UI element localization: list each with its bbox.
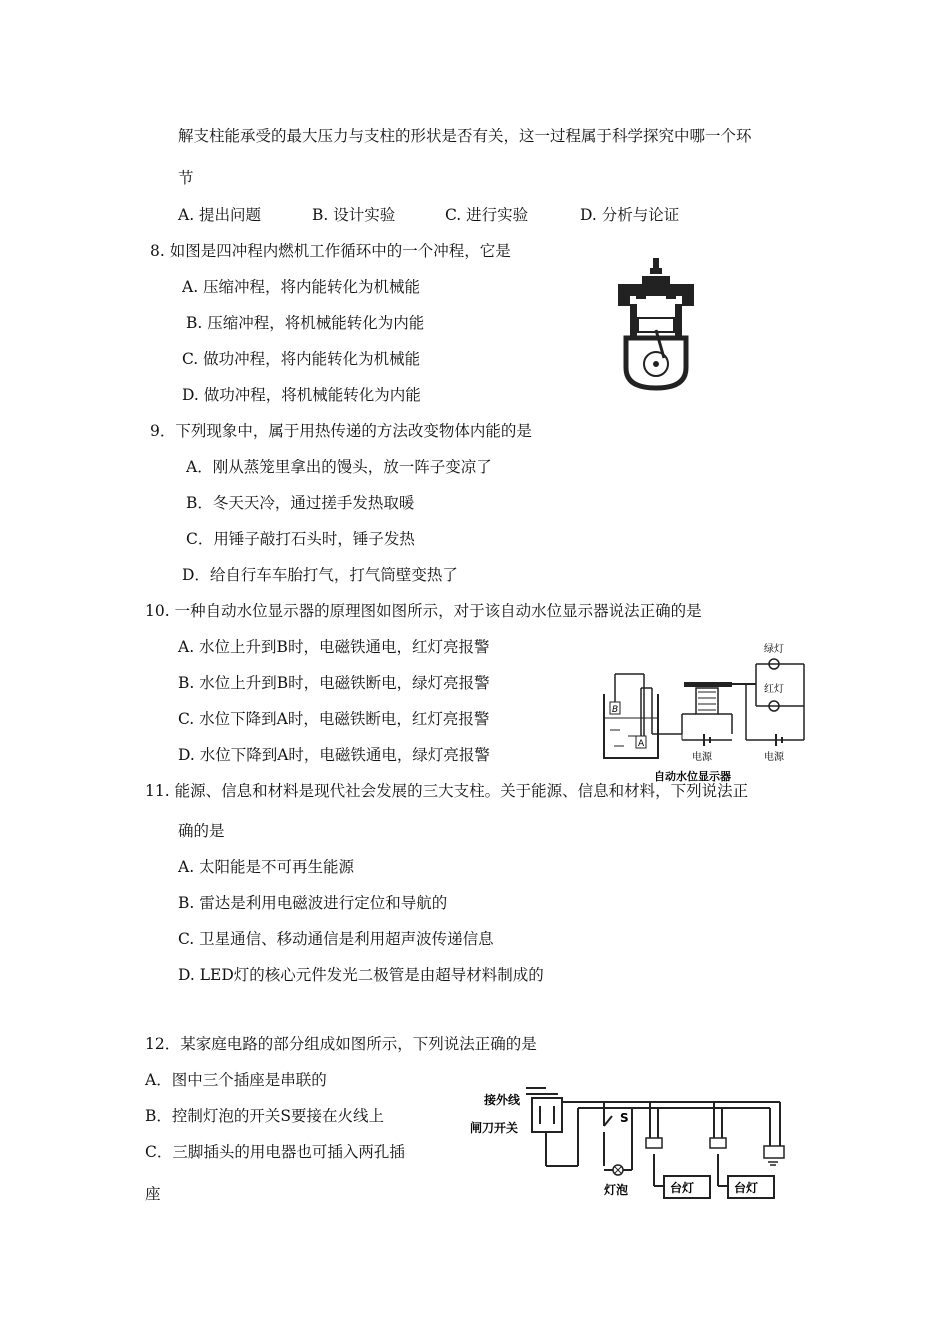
q12-option-c-cont: 座	[145, 1185, 161, 1203]
q9-option-a: A．刚从蒸笼里拿出的馒头，放一阵子变凉了	[186, 458, 492, 476]
household-circuit-figure	[466, 1076, 802, 1206]
q7-option-c: C. 进行实验	[445, 206, 529, 224]
knife-switch-label: 闸刀开关	[470, 1121, 519, 1135]
q7-option-a: A. 提出问题	[178, 206, 262, 224]
q12-option-a: A．图中三个插座是串联的	[145, 1071, 327, 1089]
q8-option-a: A. 压缩冲程，将内能转化为机械能	[182, 278, 421, 296]
q8-option-b: B. 压缩冲程，将机械能转化为内能	[186, 314, 425, 332]
water-level-indicator-figure	[596, 636, 814, 786]
figure-caption: 自动水位显示器	[654, 770, 731, 783]
green-lamp-label: 绿灯	[764, 644, 784, 655]
q12-option-c: C．三脚插头的用电器也可插入两孔插	[145, 1143, 405, 1161]
mains-label: 接外线	[484, 1093, 521, 1107]
switch-s-label: S	[620, 1111, 629, 1125]
q11-option-d: D. LED灯的核心元件发光二极管是由超导材料制成的	[178, 966, 544, 984]
lamp2-label: 台灯	[734, 1181, 759, 1195]
red-lamp-label: 红灯	[764, 684, 784, 695]
q10-option-b: B. 水位上升到B时，电磁铁断电，绿灯亮报警	[178, 674, 490, 692]
q11-line2: 确的是	[178, 822, 225, 840]
q10-option-a: A. 水位上升到B时，电磁铁通电，红灯亮报警	[178, 638, 490, 656]
q11-line1: 11. 能源、信息和材料是现代社会发展的三大支柱。关于能源、信息和材料，下列说法正	[145, 782, 749, 800]
lamp1-label: 台灯	[670, 1181, 695, 1195]
electrode-b-label: B	[612, 705, 619, 715]
q7-line1: 解支柱能承受的最大压力与支柱的形状是否有关，这一过程属于科学探究中哪一个环	[178, 127, 752, 145]
bulb-label: 灯泡	[604, 1183, 629, 1197]
power-label-1: 电源	[692, 752, 712, 763]
q7-option-b: B. 设计实验	[312, 206, 396, 224]
q8-option-d: D. 做功冲程，将机械能转化为内能	[182, 386, 421, 404]
q9-option-c: C．用锤子敲打石头时，锤子发热	[186, 530, 415, 548]
q8-option-c: C. 做功冲程，将内能转化为机械能	[182, 350, 421, 368]
q9-stem: 9．下列现象中，属于用热传递的方法改变物体内能的是	[150, 422, 532, 440]
power-label-2: 电源	[764, 752, 784, 763]
q10-stem: 10. 一种自动水位显示器的原理图如图所示，对于该自动水位显示器说法正确的是	[145, 602, 702, 620]
q10-option-d: D. 水位下降到A时，电磁铁通电，绿灯亮报警	[178, 746, 490, 764]
electrode-a-label: A	[638, 739, 645, 749]
q11-option-b: B. 雷达是利用电磁波进行定位和导航的	[178, 894, 448, 912]
q12-option-b: B．控制灯泡的开关S要接在火线上	[145, 1107, 385, 1125]
q7-option-d: D. 分析与论证	[580, 206, 680, 224]
q10-option-c: C. 水位下降到A时，电磁铁断电，红灯亮报警	[178, 710, 490, 728]
q12-stem: 12．某家庭电路的部分组成如图所示，下列说法正确的是	[145, 1035, 537, 1053]
q9-option-d: D．给自行车车胎打气，打气筒壁变热了	[182, 566, 458, 584]
q8-stem: 8. 如图是四冲程内燃机工作循环中的一个冲程，它是	[150, 242, 511, 260]
q11-option-a: A. 太阳能是不可再生能源	[178, 858, 355, 876]
q7-line2: 节	[178, 169, 194, 187]
q9-option-b: B．冬天天冷，通过搓手发热取暖	[186, 494, 415, 512]
engine-stroke-figure	[612, 256, 700, 392]
q11-option-c: C. 卫星通信、移动通信是利用超声波传递信息	[178, 930, 494, 948]
